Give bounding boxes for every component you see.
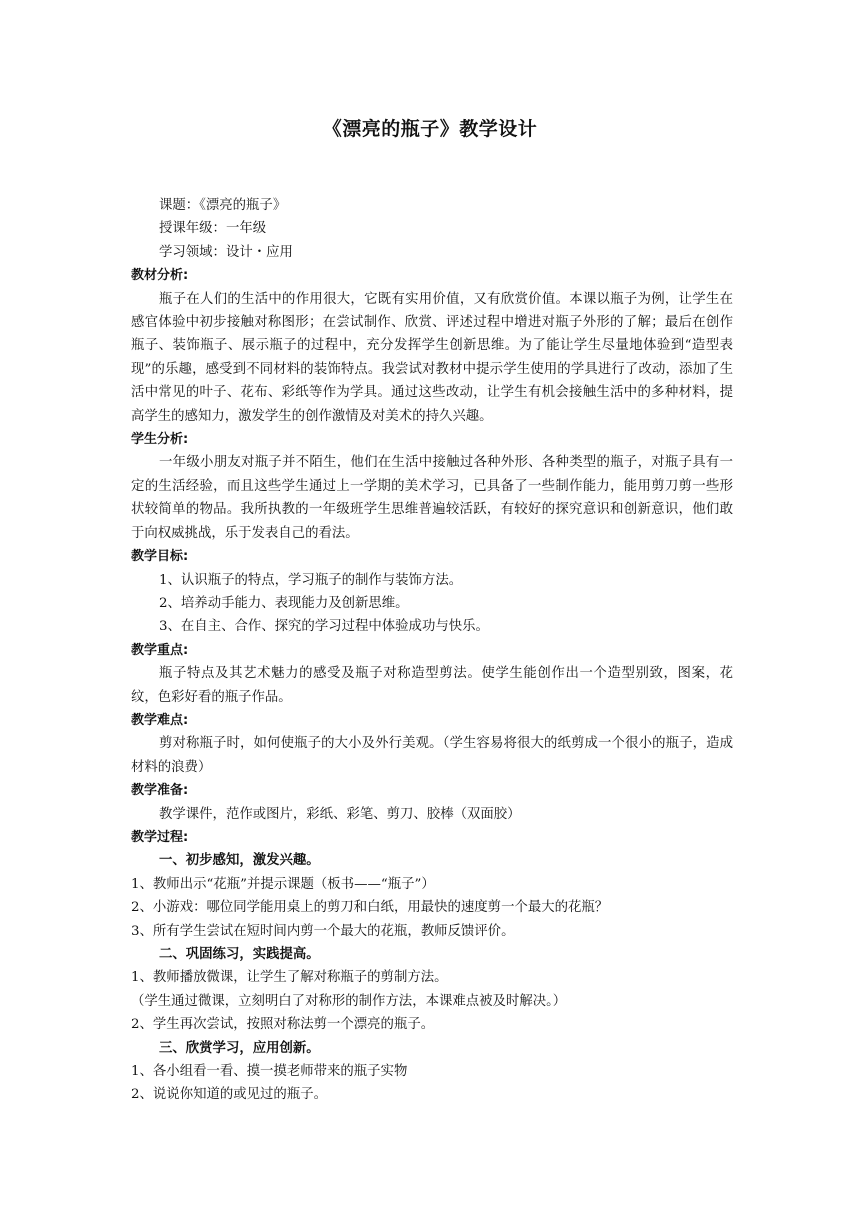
process-section-title: 一、初步感知，激发兴趣。 — [159, 852, 320, 869]
paragraph-preparation: 教学课件，范作或图片，彩纸、彩笔、剪刀、胶棒（双面胶） — [159, 806, 521, 822]
document-body — [131, 194, 733, 1107]
process-line: 2、说说你知道的或见过的瓶子。 — [131, 1087, 327, 1103]
goal-item: 3、在自主、合作、探究的学习过程中体验成功与快乐。 — [159, 619, 489, 635]
meta-domain: 学习领域：设计・应用 — [159, 244, 293, 260]
paragraph-material-analysis: 瓶子在人们的生活中的作用很大，它既有实用价值，又有欣赏价值。本课以瓶子为例，让学生在感官体验中初步接触对称图形；在尝试制作、欣赏、评述过程中增进对瓶子外形的了解；最后在创作瓶子、装饰瓶子、展示瓶子的过程中，充分发挥学生创新思维。为了能让学生尽量地体验到“造型表现”的乐趣，感受到不同材料的装饰特点。我尝试对教材中提示学生使用的学具进行了改动，添加了生活中常见的叶子、花布、彩纸等作为学具。通过这些改动，让学生有机会接触生活中的多种材料，提高学生的感知力，激发学生的创作激情及对美术的持久兴趣。 — [131, 291, 733, 424]
heading-student-analysis: 学生分析: — [131, 432, 189, 448]
process-line: 1、各小组看一看、摸一摸老师带来的瓶子实物 — [131, 1064, 408, 1080]
process-line: 1、教师出示“花瓶”并提示课题（板书——“瓶子”） — [131, 876, 435, 892]
heading-preparation: 教学准备: — [131, 783, 189, 799]
paragraph-difficulties: 剪对称瓶子时，如何使瓶子的大小及外行美观。（学生容易将很大的纸剪成一个很小的瓶子，造成材料的浪费） — [131, 736, 733, 775]
goal-item: 1、认识瓶子的特点，学习瓶子的制作与装饰方法。 — [159, 572, 463, 588]
process-line: 2、学生再次尝试，按照对称法剪一个漂亮的瓶子。 — [131, 1017, 435, 1033]
paragraph-key-points: 瓶子特点及其艺术魅力的感受及瓶子对称造型剪法。使学生能创作出一个造型别致，图案，花纹，色彩好看的瓶子作品。 — [131, 666, 733, 705]
process-section-title: 三、欣赏学习，应用创新。 — [159, 1039, 320, 1056]
process-line: 2、小游戏：哪位同学能用桌上的剪刀和白纸，用最快的速度剪一个最大的花瓶？ — [131, 900, 609, 916]
heading-key-points: 教学重点: — [131, 642, 189, 658]
document-title: 《漂亮的瓶子》教学设计 — [322, 118, 538, 140]
meta-grade: 授课年级：一年级 — [159, 221, 267, 237]
heading-process: 教学过程: — [131, 829, 189, 845]
process-line: 3、所有学生尝试在短时间内剪一个最大的花瓶，教师反馈评价。 — [131, 923, 515, 939]
meta-topic: 课题：《漂亮的瓶子》 — [159, 198, 287, 213]
heading-goals: 教学目标: — [131, 549, 189, 565]
goal-item: 2、培养动手能力、表现能力及创新思维。 — [159, 595, 409, 611]
process-line: 1、教师播放微课，让学生了解对称瓶子的剪制方法。 — [131, 970, 448, 986]
paragraph-student-analysis: 一年级小朋友对瓶子并不陌生，他们在生活中接触过各种外形、各种类型的瓶子，对瓶子具有一定的生活经验，而且这些学生通过上一学期的美术学习，已具备了一些制作能力，能用剪刀剪一些形状较简单的物品。我所执教的一年级班学生思维普遍较活跃，有较好的探究意识和创新意识，他们敢于向权威挑战，乐于发表自己的看法。 — [131, 455, 733, 541]
process-section-title: 二、巩固练习，实践提高。 — [159, 946, 320, 962]
heading-difficulties: 教学难点: — [131, 712, 189, 728]
heading-material-analysis: 教材分析: — [131, 268, 189, 284]
process-line: （学生通过微课，立刻明白了对称形的制作方法，本课难点被及时解决。） — [131, 993, 567, 1009]
